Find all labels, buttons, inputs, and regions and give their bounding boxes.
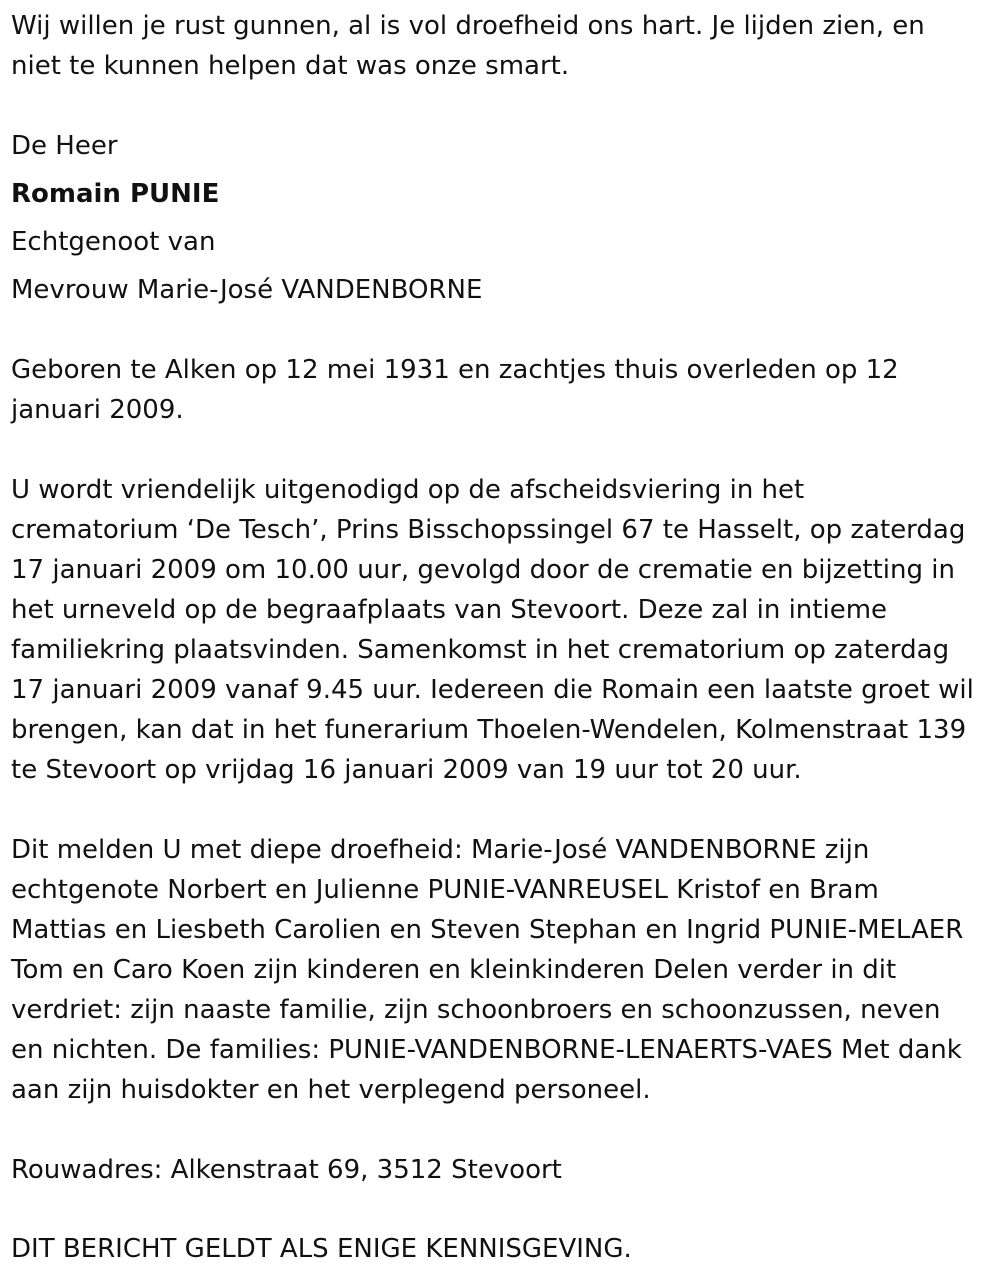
family-paragraph [11, 830, 963, 1110]
paragraph-line: verdriet: zijn naaste familie, zijn schoonbroers en schoonzussen, neven [11, 995, 941, 1025]
paragraph-line: U wordt vriendelijk uitgenodigd op de afscheidsviering in het [11, 475, 805, 505]
notice-line: DIT BERICHT GELDT ALS ENIGE KENNISGEVING. [11, 1234, 632, 1264]
paragraph-line: 17 januari 2009 om 10.00 uur, gevolgd door de crematie en bijzetting in [11, 555, 955, 585]
deceased-name: Romain PUNIE [11, 179, 220, 209]
paragraph-line: en nichten. De families: PUNIE-VANDENBORNE-LENAERTS-VAES Met dank [11, 1035, 962, 1065]
birth-death-paragraph [11, 350, 899, 430]
spouse-name: Mevrouw Marie-José VANDENBORNE [11, 275, 483, 305]
mourning-address [11, 1150, 562, 1190]
intro-line: niet te kunnen helpen dat was onze smart. [11, 51, 570, 81]
ceremony-paragraph [11, 470, 974, 790]
paragraph-line: crematorium ‘De Tesch’, Prins Bisschopssingel 67 te Hasselt, op zaterdag [11, 515, 966, 545]
paragraph-line: brengen, kan dat in het funerarium Thoelen-Wendelen, Kolmenstraat 139 [11, 715, 967, 745]
paragraph-line: aan zijn huisdokter en het verplegend personeel. [11, 1075, 651, 1105]
paragraph-line: het urneveld op de begraafplaats van Stevoort. Deze zal in intieme [11, 595, 888, 625]
relation-label: Echtgenoot van [11, 227, 216, 257]
paragraph-line: Dit melden U met diepe droefheid: Marie-José VANDENBORNE zijn [11, 835, 870, 865]
paragraph-line: familiekring plaatsvinden. Samenkomst in het crematorium op zaterdag [11, 635, 950, 665]
paragraph-line: januari 2009. [11, 395, 184, 425]
paragraph-line: 17 januari 2009 vanaf 9.45 uur. Iedereen die Romain een laatste groet wil [11, 675, 974, 705]
intro-verse [11, 6, 925, 86]
deceased-block [11, 122, 482, 314]
address-line: Rouwadres: Alkenstraat 69, 3512 Stevoort [11, 1155, 562, 1185]
intro-line: Wij willen je rust gunnen, al is vol droefheid ons hart. Je lijden zien, en [11, 11, 925, 41]
closing-notice [11, 1229, 632, 1269]
paragraph-line: Mattias en Liesbeth Carolien en Steven Stephan en Ingrid PUNIE-MELAER [11, 915, 964, 945]
paragraph-line: Geboren te Alken op 12 mei 1931 en zachtjes thuis overleden op 12 [11, 355, 899, 385]
honorific: De Heer [11, 131, 118, 161]
paragraph-line: Tom en Caro Koen zijn kinderen en kleinkinderen Delen verder in dit [11, 955, 897, 985]
paragraph-line: te Stevoort op vrijdag 16 januari 2009 van 19 uur tot 20 uur. [11, 755, 802, 785]
paragraph-line: echtgenote Norbert en Julienne PUNIE-VANREUSEL Kristof en Bram [11, 875, 879, 905]
